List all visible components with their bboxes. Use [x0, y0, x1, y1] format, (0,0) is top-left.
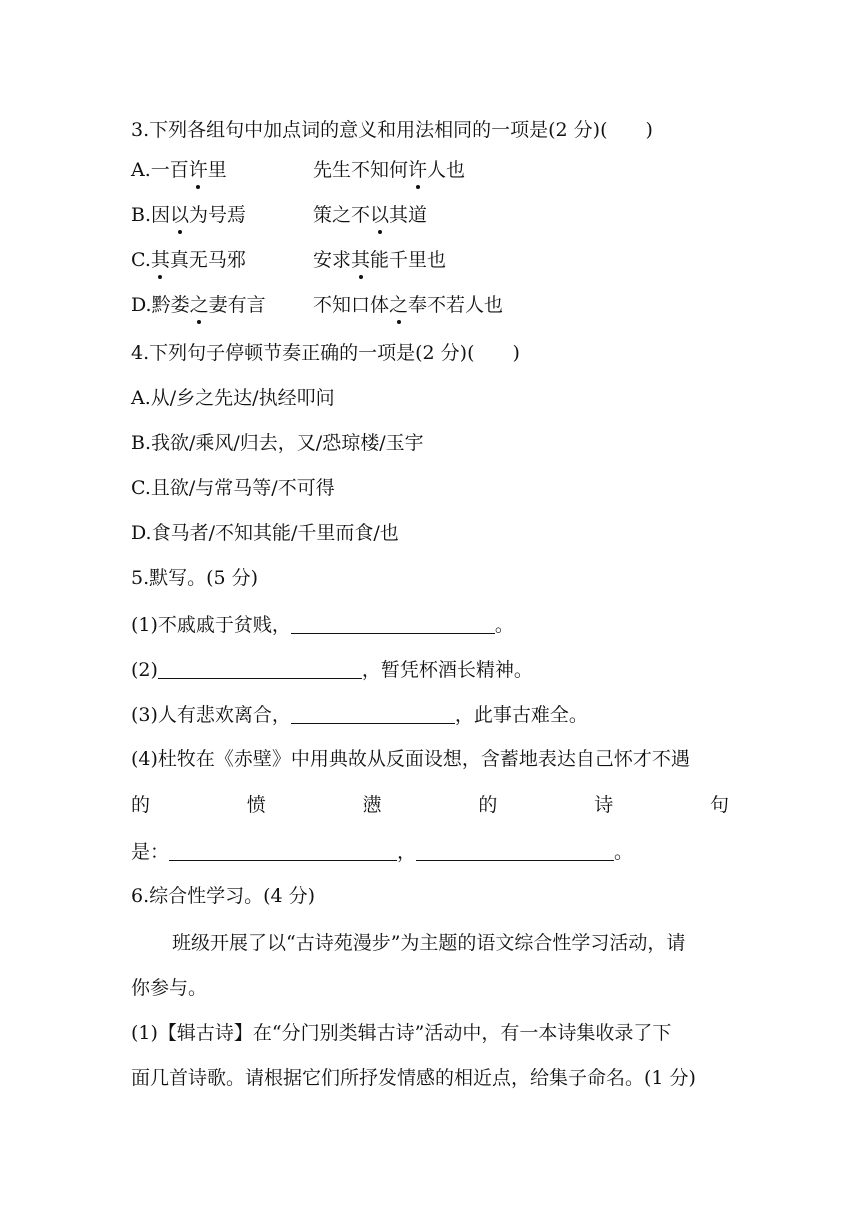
q3-option-d-left: D.黔娄之妻有言: [131, 294, 266, 316]
option-label: A.: [131, 159, 151, 181]
q4-option-c: C.且欲/与常马等/不可得: [131, 477, 335, 499]
answer-blank[interactable]: [158, 658, 362, 679]
q5-item-4-line-2: 的 愤 懑 的 诗 句: [131, 794, 729, 816]
dotted-word: 其: [351, 249, 371, 271]
dotted-word: 之: [389, 294, 409, 316]
q4-option-b: B.我欲/乘风/归去，又/恐琼楼/玉宇: [131, 432, 424, 454]
q3-option-c-left: C.其真无马邪: [131, 249, 246, 271]
dotted-word: 许: [408, 159, 428, 181]
q5-item-1: (1)不戚戚于贫贱， 。: [131, 614, 514, 636]
q5-stem: 5.默写。(5 分): [131, 567, 259, 589]
q3-option-a-right: 先生不知何许人也: [313, 159, 466, 181]
q5-item-4-line-3: 是： ， 。: [131, 841, 634, 863]
dotted-word: 以: [370, 204, 390, 226]
q6-intro-line-2: 你参与。: [131, 977, 208, 999]
dotted-word: 其: [150, 249, 170, 271]
answer-blank[interactable]: [291, 703, 455, 724]
option-label: C.: [131, 249, 151, 271]
option-label: D.: [131, 294, 152, 316]
answer-blank[interactable]: [416, 840, 614, 861]
q5-item-2: (2) ，暂凭杯酒长精神。: [131, 659, 533, 681]
q6-intro-line-1: 班级开展了以“古诗苑漫步”为主题的语文综合性学习活动，请: [172, 932, 686, 954]
q5-item-3: (3)人有悲欢离合， ，此事古难全。: [131, 704, 588, 726]
dotted-word: 之: [189, 294, 209, 316]
q4-option-d: D.食马者/不知其能/千里而食/也: [131, 522, 399, 544]
q6-stem: 6.综合性学习。(4 分): [131, 885, 316, 907]
dotted-word: 许: [188, 159, 208, 181]
q4-option-a: A.从/乡之先达/执经叩问: [131, 387, 335, 409]
q3-option-d-right: 不知口体之奉不若人也: [313, 294, 504, 316]
q3-option-c-right: 安求其能千里也: [313, 249, 447, 271]
q6-sub1-line-2: 面几首诗歌。请根据它们所抒发情感的相近点，给集子命名。(1 分): [131, 1067, 696, 1089]
q5-item-4-line-1: (4)杜牧在《赤壁》中用典故从反面设想，含蓄地表达自己怀才不遇: [131, 748, 690, 770]
answer-blank[interactable]: [169, 840, 397, 861]
answer-blank[interactable]: [291, 613, 495, 634]
dotted-word: 以: [170, 204, 190, 226]
option-label: B.: [131, 204, 152, 226]
q3-stem: 3.下列各组句中加点词的意义和用法相同的一项是(2 分)( ): [131, 119, 653, 141]
q3-option-a-left: A.一百许里: [131, 159, 227, 181]
q6-sub1-line-1: (1)【辑古诗】在“分门别类辑古诗”活动中，有一本诗集收录了下: [131, 1022, 672, 1044]
q4-stem: 4.下列句子停顿节奏正确的一项是(2 分)( ): [131, 342, 520, 364]
q3-option-b-left: B.因以为号焉: [131, 204, 247, 226]
q3-option-b-right: 策之不以其道: [313, 204, 428, 226]
